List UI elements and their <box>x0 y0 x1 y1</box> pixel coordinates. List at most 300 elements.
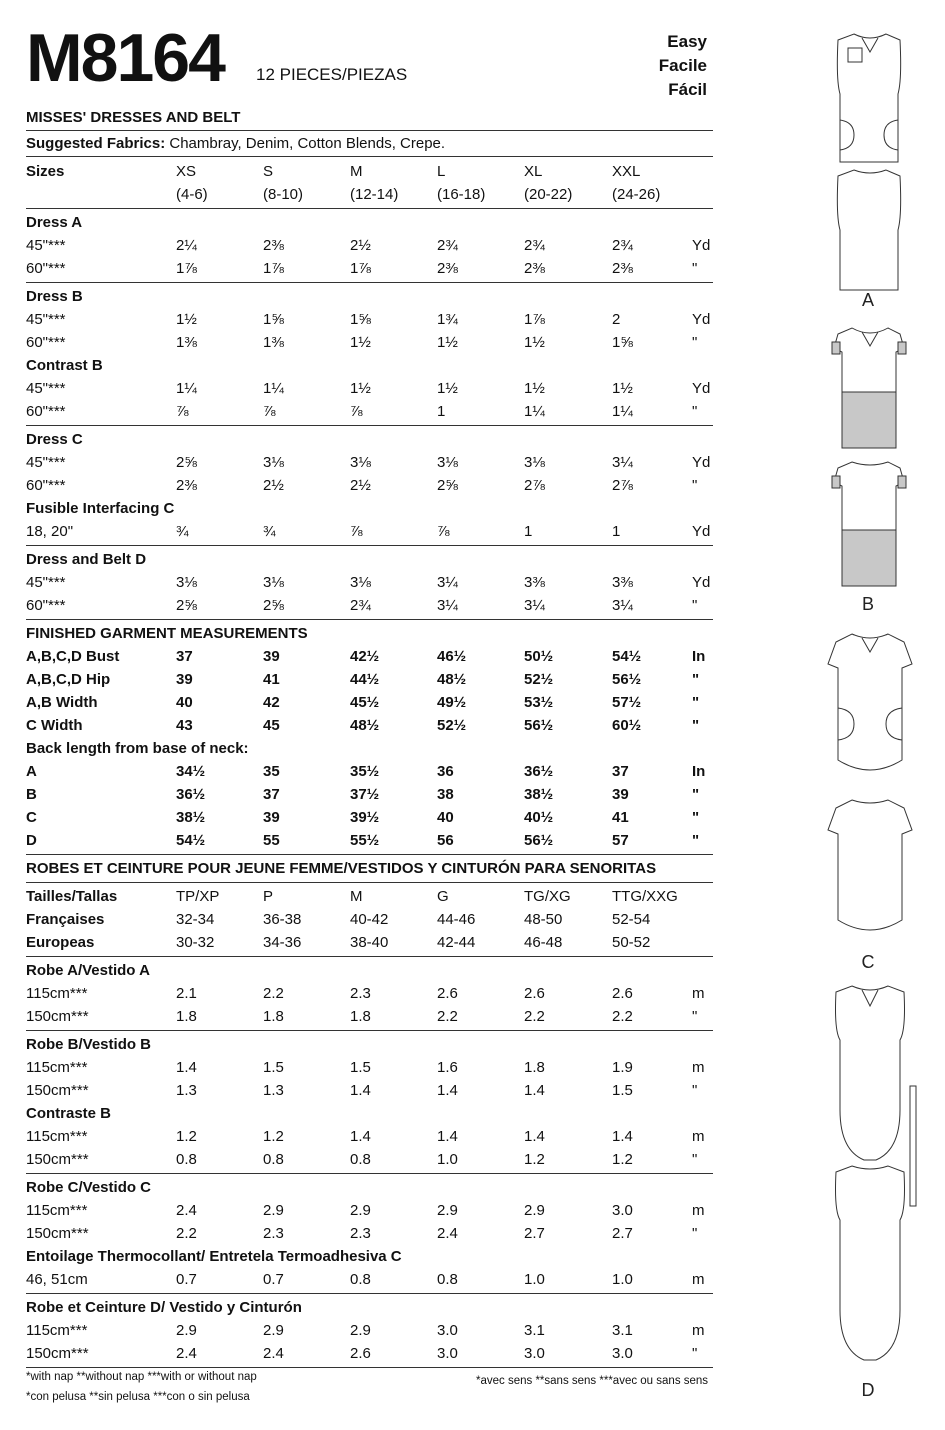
cell-value: 38-40 <box>350 934 389 951</box>
table-row <box>26 1319 716 1342</box>
cell-value: 1.2 <box>524 1151 545 1168</box>
cell-value: 52-54 <box>612 911 651 928</box>
cell-value: 40 <box>437 809 454 826</box>
cell-value: 1½ <box>524 334 545 351</box>
unit: " <box>692 403 698 420</box>
divider <box>26 619 713 620</box>
view-label-b: B <box>861 594 875 614</box>
cell-value: 2.2 <box>263 985 284 1002</box>
cell-value: 36½ <box>524 763 554 780</box>
cell-value: 57 <box>612 832 629 849</box>
cell-value: 52½ <box>524 671 554 688</box>
table-row <box>26 594 716 617</box>
cell-value: (24-26) <box>612 186 661 203</box>
row-label: 46, 51cm <box>26 1271 88 1288</box>
fabrics-label: Suggested Fabrics: <box>26 135 166 152</box>
divider <box>26 425 713 426</box>
cell-value: 0.8 <box>263 1151 284 1168</box>
cell-value: 1¼ <box>176 380 197 397</box>
cell-value: 55 <box>263 832 280 849</box>
view-label-c: C <box>861 952 875 972</box>
cell-value: 2.2 <box>524 1008 545 1025</box>
difficulty-label <box>659 30 707 102</box>
cell-value: 0.8 <box>437 1271 458 1288</box>
divider <box>26 1293 713 1294</box>
cell-value: 1⅝ <box>350 311 371 328</box>
row-label: A,B Width <box>26 694 98 711</box>
cell-value: 2.6 <box>437 985 458 1002</box>
cell-value: 3.0 <box>437 1345 458 1362</box>
cell-value: 1½ <box>612 380 633 397</box>
table-row <box>26 760 716 783</box>
cell-value: 1⅞ <box>524 311 545 328</box>
row-label: Françaises <box>26 911 105 928</box>
row-label: 45"*** <box>26 311 66 328</box>
table-row <box>26 1079 716 1102</box>
unit: " <box>692 694 700 711</box>
cell-value: 43 <box>176 717 193 734</box>
unit: " <box>692 1082 698 1099</box>
cell-value: 2¾ <box>350 597 371 614</box>
unit: m <box>692 1059 705 1076</box>
garment-illustrations <box>800 20 940 1410</box>
cell-value: 37 <box>176 648 193 665</box>
row-label: 45"*** <box>26 574 66 591</box>
table-row <box>26 783 716 806</box>
row-label: 150cm*** <box>26 1082 89 1099</box>
row-label: A <box>26 763 37 780</box>
cell-value: 3.0 <box>612 1202 633 1219</box>
group-title: Robe B/Vestido B <box>26 1036 152 1053</box>
cell-value: 0.8 <box>350 1271 371 1288</box>
cell-value: 42-44 <box>437 934 476 951</box>
dress-a-front-drawing <box>837 34 900 162</box>
cell-value: 2.4 <box>437 1225 458 1242</box>
metric-size-row <box>26 908 716 931</box>
cell-value: TTG/XXG <box>612 888 678 905</box>
table-row <box>26 257 716 280</box>
cell-value: 1.6 <box>437 1059 458 1076</box>
cell-value: 2.6 <box>350 1345 371 1362</box>
cell-value: 1.2 <box>176 1128 197 1145</box>
divider <box>26 545 713 546</box>
cell-value: 46-48 <box>524 934 563 951</box>
cell-value: 2.2 <box>612 1008 633 1025</box>
footnote-english: *with nap **without nap ***with or without nap <box>26 1371 257 1383</box>
unit: " <box>692 786 700 803</box>
table-row <box>26 571 716 594</box>
cell-value: 0.7 <box>176 1271 197 1288</box>
cell-value: 2.9 <box>263 1322 284 1339</box>
table-row <box>26 1125 716 1148</box>
unit: Yd <box>692 574 711 591</box>
group-title: Robe A/Vestido A <box>26 962 150 979</box>
cell-value: ⅞ <box>437 523 450 540</box>
row-label: 18, 20" <box>26 523 74 540</box>
cell-value: 2.9 <box>437 1202 458 1219</box>
cell-value: 1.4 <box>524 1128 545 1145</box>
cell-value: 42½ <box>350 648 380 665</box>
cell-value: 3.0 <box>437 1322 458 1339</box>
cell-value: P <box>263 888 274 905</box>
unit: " <box>692 1151 698 1168</box>
table-row <box>26 474 716 497</box>
cell-value: 1.5 <box>263 1059 284 1076</box>
cell-value: 35 <box>263 763 280 780</box>
metric-size-row <box>26 885 716 908</box>
dress-d-front-drawing <box>836 986 905 1160</box>
footnote-spanish: *con pelusa **sin pelusa ***con o sin pelusa <box>26 1391 250 1403</box>
pieces-count: 12 PIECES/PIEZAS <box>256 65 408 84</box>
row-label: 115cm*** <box>26 1059 88 1076</box>
cell-value: L <box>437 163 446 180</box>
cell-value: 2⅜ <box>524 260 545 277</box>
unit: " <box>692 334 698 351</box>
table-row <box>26 714 716 737</box>
table-row <box>26 377 716 400</box>
divider <box>26 208 713 209</box>
cell-value: 2⅝ <box>437 477 458 494</box>
pattern-title: MISSES' DRESSES AND BELT <box>26 109 241 126</box>
cell-value: ⅞ <box>350 403 363 420</box>
table-row <box>26 234 716 257</box>
row-label: D <box>26 832 37 849</box>
technical-drawings <box>800 20 940 1410</box>
divider <box>26 882 713 883</box>
cell-value: 1.8 <box>263 1008 284 1025</box>
divider <box>26 282 713 283</box>
cell-value: 2½ <box>350 477 371 494</box>
table-row <box>26 400 716 423</box>
unit: " <box>692 717 700 734</box>
cell-value: 1¾ <box>437 311 458 328</box>
cell-value: 56 <box>437 832 454 849</box>
cell-value: 0.8 <box>350 1151 371 1168</box>
cell-value: 2.3 <box>263 1225 284 1242</box>
cell-value: 2¼ <box>176 237 197 254</box>
cell-value: 2.6 <box>524 985 545 1002</box>
cell-value: 37 <box>263 786 280 803</box>
cell-value: 2½ <box>350 237 371 254</box>
cell-value: 1.3 <box>176 1082 197 1099</box>
unit: Yd <box>692 311 711 328</box>
cell-value: 1.4 <box>612 1128 633 1145</box>
cell-value: 2.7 <box>612 1225 633 1242</box>
cell-value: 3⅛ <box>263 454 284 471</box>
cell-value: 35½ <box>350 763 380 780</box>
difficulty-es: Fácil <box>668 80 707 99</box>
sizes-row <box>26 160 716 183</box>
cell-value: 1.0 <box>437 1151 458 1168</box>
footnote-french: *avec sens **sans sens ***avec ou sans sens <box>476 1375 709 1387</box>
cell-value: 1½ <box>350 380 371 397</box>
cell-value: 3⅛ <box>263 574 284 591</box>
cell-value: 2⅝ <box>176 454 197 471</box>
cell-value: XXL <box>612 163 641 180</box>
row-label: 45"*** <box>26 380 66 397</box>
row-label: 150cm*** <box>26 1008 89 1025</box>
cell-value: 3¼ <box>437 597 458 614</box>
metric-title: ROBES ET CEINTURE POUR JEUNE FEMME/VESTIDOS Y CINTURÓN PARA SENORITAS <box>26 860 657 877</box>
cell-value: 44-46 <box>437 911 476 928</box>
cell-value: 34-36 <box>263 934 302 951</box>
cell-value: ¾ <box>176 523 189 540</box>
cell-value: 45 <box>263 717 280 734</box>
cell-value: 1.4 <box>350 1128 371 1145</box>
cell-value: 1⅞ <box>350 260 371 277</box>
dress-a-back-drawing <box>837 170 900 290</box>
divider <box>26 854 713 855</box>
cell-value: 36½ <box>176 786 206 803</box>
cell-value: 2.4 <box>176 1345 197 1362</box>
unit: " <box>692 597 698 614</box>
suggested-fabrics <box>26 134 445 154</box>
cell-value: 52½ <box>437 717 467 734</box>
cell-value: 0.7 <box>263 1271 284 1288</box>
cell-value: 3⅜ <box>612 574 633 591</box>
group-title: Entoilage Thermocollant/ Entretela Termoadhesiva C <box>26 1248 402 1265</box>
cell-value: M <box>350 888 363 905</box>
dress-b-back-drawing <box>834 462 904 530</box>
cell-value: 1⅝ <box>612 334 633 351</box>
table-row <box>26 691 716 714</box>
cell-value: 1⅜ <box>176 334 197 351</box>
group-title: Robe C/Vestido C <box>26 1179 152 1196</box>
cell-value: 1 <box>612 523 621 540</box>
cell-value: 54½ <box>612 648 642 665</box>
cell-value: 37½ <box>350 786 380 803</box>
cell-value: (16-18) <box>437 186 486 203</box>
cell-value: 39 <box>176 671 193 688</box>
cell-value: 38½ <box>176 809 206 826</box>
cell-value: 2.6 <box>612 985 633 1002</box>
row-label: 60"*** <box>26 403 66 420</box>
cell-value: 2.3 <box>350 1225 371 1242</box>
cell-value: 50-52 <box>612 934 651 951</box>
row-label: 115cm*** <box>26 1202 88 1219</box>
cell-value: 2.9 <box>263 1202 284 1219</box>
cell-value: XL <box>524 163 543 180</box>
unit: m <box>692 1128 705 1145</box>
cell-value: XS <box>176 163 197 180</box>
row-label: 115cm*** <box>26 985 88 1002</box>
row-label: 115cm*** <box>26 1128 88 1145</box>
unit: " <box>692 477 698 494</box>
table-row <box>26 451 716 474</box>
table-row <box>26 668 716 691</box>
cell-value: 1½ <box>350 334 371 351</box>
cell-value: TP/XP <box>176 888 220 905</box>
group-title: Dress B <box>26 288 83 305</box>
divider <box>26 1030 713 1031</box>
dress-c-back-drawing <box>828 800 912 930</box>
dress-d-back-drawing <box>836 1166 905 1360</box>
cell-value: 3⅜ <box>524 574 545 591</box>
table-row <box>26 806 716 829</box>
cell-value: 60½ <box>612 717 642 734</box>
cell-value: 46½ <box>437 648 467 665</box>
cell-value: 56½ <box>524 717 554 734</box>
cell-value: 57½ <box>612 694 642 711</box>
cell-value: 1.9 <box>612 1059 633 1076</box>
cell-value: 39 <box>612 786 629 803</box>
cell-value: 2¾ <box>524 237 545 254</box>
cell-value: 1.4 <box>437 1082 458 1099</box>
cell-value: 2.2 <box>437 1008 458 1025</box>
pattern-number: M8164 <box>26 20 224 96</box>
table-row <box>26 1222 716 1245</box>
cell-value: 3.1 <box>524 1322 545 1339</box>
unit: " <box>692 671 700 688</box>
cell-value: (4-6) <box>176 186 208 203</box>
cell-value: ⅞ <box>350 523 363 540</box>
row-label: 115cm*** <box>26 1322 88 1339</box>
cell-value: ⅞ <box>263 403 276 420</box>
cell-value: 1.3 <box>263 1082 284 1099</box>
cell-value: 2½ <box>263 477 284 494</box>
divider <box>26 130 713 131</box>
cell-value: 36-38 <box>263 911 302 928</box>
fabrics-value: Chambray, Denim, Cotton Blends, Crepe. <box>169 135 446 152</box>
cell-value: 1¼ <box>263 380 284 397</box>
cell-value: 3¼ <box>612 454 633 471</box>
cell-value: 2⅝ <box>263 597 284 614</box>
cell-value: 53½ <box>524 694 554 711</box>
row-label: Sizes <box>26 163 65 180</box>
row-label: Europeas <box>26 934 95 951</box>
cell-value: 1.8 <box>350 1008 371 1025</box>
cell-value: 39 <box>263 809 280 826</box>
cell-value: 2 <box>612 311 621 328</box>
unit: m <box>692 1202 705 1219</box>
cell-value: 48½ <box>437 671 467 688</box>
cell-value: 54½ <box>176 832 206 849</box>
cell-value: 40-42 <box>350 911 389 928</box>
cell-value: 1.5 <box>350 1059 371 1076</box>
cell-value: 1½ <box>437 334 458 351</box>
cell-value: 3.0 <box>612 1345 633 1362</box>
cell-value: 1⅝ <box>263 311 284 328</box>
row-label: 60"*** <box>26 597 66 614</box>
cell-value: 2.9 <box>350 1202 371 1219</box>
table-row <box>26 645 716 668</box>
table-row <box>26 1056 716 1079</box>
cell-value: 38½ <box>524 786 554 803</box>
cell-value: 3.0 <box>524 1345 545 1362</box>
cell-value: 48½ <box>350 717 380 734</box>
unit: m <box>692 1322 705 1339</box>
group-title: Contrast B <box>26 357 103 374</box>
unit: Yd <box>692 454 711 471</box>
cell-value: 40 <box>176 694 193 711</box>
cell-value: 36 <box>437 763 454 780</box>
cell-value: 1.4 <box>437 1128 458 1145</box>
unit: " <box>692 809 700 826</box>
table-row <box>26 982 716 1005</box>
cell-value: TG/XG <box>524 888 571 905</box>
cell-value: 1⅞ <box>263 260 284 277</box>
row-label: 150cm*** <box>26 1345 89 1362</box>
row-label: 60"*** <box>26 260 66 277</box>
difficulty-fr: Facile <box>658 56 707 75</box>
cell-value: 49½ <box>437 694 467 711</box>
cell-value: 1.2 <box>263 1128 284 1145</box>
row-label: Tailles/Tallas <box>26 888 118 905</box>
metric-size-row <box>26 931 716 954</box>
cell-value: 3⅛ <box>437 454 458 471</box>
cell-value: 2¾ <box>437 237 458 254</box>
cell-value: 55½ <box>350 832 380 849</box>
cell-value: 56½ <box>612 671 642 688</box>
cell-value: 1½ <box>437 380 458 397</box>
cell-value: 30-32 <box>176 934 215 951</box>
cell-value: 2.9 <box>176 1322 197 1339</box>
table-row <box>26 331 716 354</box>
cell-value: 45½ <box>350 694 380 711</box>
group-title: Dress and Belt D <box>26 551 147 568</box>
cell-value: 1⅜ <box>263 334 284 351</box>
row-label: 45"*** <box>26 237 66 254</box>
cell-value: 41 <box>263 671 280 688</box>
cell-value: 2⅜ <box>437 260 458 277</box>
cell-value: 2.1 <box>176 985 197 1002</box>
cell-value: 1.4 <box>176 1059 197 1076</box>
divider <box>26 956 713 957</box>
table-row <box>26 829 716 852</box>
cell-value: 32-34 <box>176 911 215 928</box>
cell-value: 1½ <box>524 380 545 397</box>
unit: Yd <box>692 237 711 254</box>
table-row <box>26 520 716 543</box>
cell-value: 42 <box>263 694 280 711</box>
cell-value: 2.4 <box>176 1202 197 1219</box>
group-title: Dress A <box>26 214 83 231</box>
row-label: B <box>26 786 37 803</box>
table-row <box>26 1005 716 1028</box>
cell-value: 0.8 <box>176 1151 197 1168</box>
cell-value: 2⅜ <box>612 260 633 277</box>
cell-value: 2.4 <box>263 1345 284 1362</box>
cell-value: 1.4 <box>524 1082 545 1099</box>
unit: " <box>692 260 698 277</box>
group-title: Dress C <box>26 431 83 448</box>
divider <box>26 1173 713 1174</box>
cell-value: 2⅝ <box>176 597 197 614</box>
row-label: 150cm*** <box>26 1225 89 1242</box>
cell-value: 37 <box>612 763 629 780</box>
cell-value: 2¾ <box>612 237 633 254</box>
cell-value: 39 <box>263 648 280 665</box>
cell-value: 1.5 <box>612 1082 633 1099</box>
row-label: A,B,C,D Bust <box>26 648 120 665</box>
cell-value: (8-10) <box>263 186 304 203</box>
cell-value: 2⅞ <box>612 477 633 494</box>
unit: m <box>692 985 705 1002</box>
unit: " <box>692 832 700 849</box>
cell-value: 3⅛ <box>350 454 371 471</box>
group-title: Robe et Ceinture D/ Vestido y Cinturón <box>26 1299 302 1316</box>
cell-value: 1.0 <box>524 1271 545 1288</box>
view-label-d: D <box>861 1380 875 1400</box>
cell-value: 38 <box>437 786 454 803</box>
cell-value: 1 <box>437 403 446 420</box>
unit: Yd <box>692 380 711 397</box>
group-title: Contraste B <box>26 1105 112 1122</box>
group-title: Fusible Interfacing C <box>26 500 175 517</box>
cell-value: 34½ <box>176 763 206 780</box>
cell-value: 1.4 <box>350 1082 371 1099</box>
cell-value: G <box>437 888 449 905</box>
